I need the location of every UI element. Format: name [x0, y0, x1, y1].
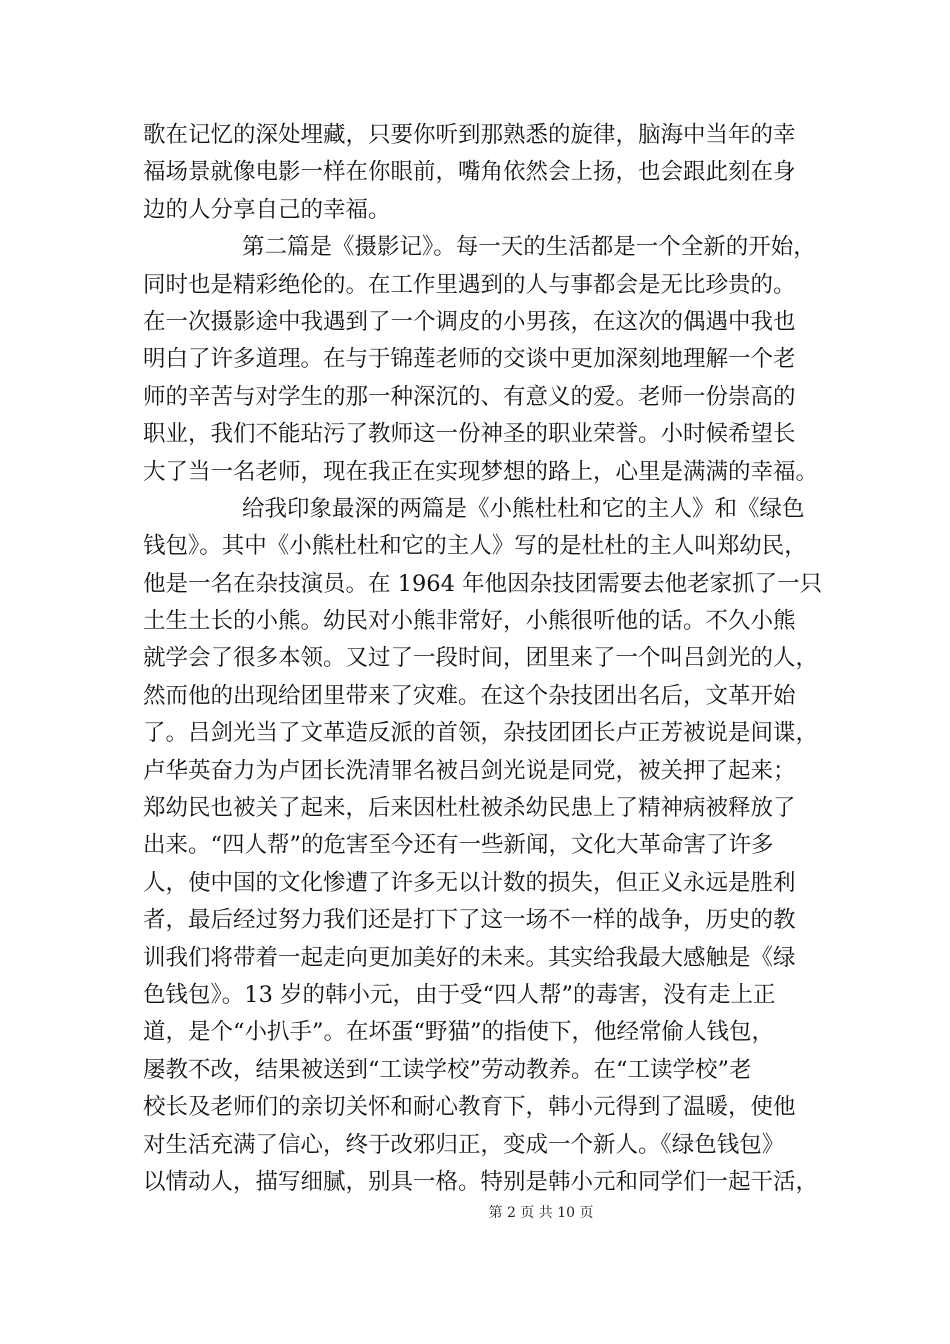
text-line: 对生活充满了信心，终于改邪归正，变成一个新人。《绿色钱包》 — [143, 1131, 785, 1158]
text-line: 以情动人，描写细腻，别具一格。特别是韩小元和同学们一起干活， — [143, 1168, 819, 1195]
text-line: 福场景就像电影一样在你眼前，嘴角依然会上扬，也会跟此刻在身 — [143, 159, 796, 186]
text-line: 校长及老师们的亲切关怀和耐心教育下，韩小元得到了温暖，使他 — [143, 1094, 796, 1121]
text-line: 了。吕剑光当了文革造反派的首领，杂技团团长卢正芳被说是间谍， — [143, 720, 819, 747]
text-line: 卢华英奋力为卢团长洗清罪名被吕剑光说是同党，被关押了起来； — [143, 757, 796, 784]
text-line: 师的辛苦与对学生的那一种深沉的、有意义的爱。老师一份崇高的 — [143, 383, 796, 410]
text-line: 屡教不改，结果被送到“工读学校”劳动教养。在“工读学校”老 — [143, 1056, 752, 1083]
text-line: 边的人分享自己的幸福。 — [143, 196, 391, 223]
text-line: 出来。“四人帮”的危害至今还有一些新闻，文化大革命害了许多 — [143, 832, 774, 859]
text-line: 道，是个“小扒手”。在坏蛋“野猫”的指使下，他经常偷人钱包， — [143, 1019, 775, 1046]
text-line: 者，最后经过努力我们还是打下了这一场不一样的战争，历史的教 — [143, 907, 796, 934]
text-line: 人，使中国的文化惨遭了许多无以计数的损失，但正义永远是胜利 — [143, 869, 796, 896]
text-line: 他是一名在杂技演员。在 1964 年他因杂技团需要去他老家抓了一只 — [143, 570, 823, 597]
text-line: 明白了许多道理。在与于锦莲老师的交谈中更加深刻地理解一个老 — [143, 346, 796, 373]
text-line: 职业，我们不能玷污了教师这一份神圣的职业荣誉。小时候希望长 — [143, 421, 796, 448]
text-line: 色钱包》。13 岁的韩小元，由于受“四人帮”的毒害，没有走上正 — [143, 981, 776, 1008]
body-text — [143, 117, 829, 1201]
page-number: 第 2 页 共 10 页 — [488, 1205, 594, 1221]
text-line: 给我印象最深的两篇是《小熊杜杜和它的主人》和《绿色 — [242, 495, 805, 522]
text-line: 在一次摄影途中我遇到了一个调皮的小男孩，在这次的偶遇中我也 — [143, 308, 796, 335]
text-line: 同时也是精彩绝伦的。在工作里遇到的人与事都会是无比珍贵的。 — [143, 271, 796, 298]
text-line: 歌在记忆的深处埋藏，只要你听到那熟悉的旋律，脑海中当年的幸 — [143, 122, 796, 148]
text-line: 就学会了很多本领。又过了一段时间，团里来了一个叫吕剑光的人， — [143, 645, 819, 672]
text-line: 大了当一名老师，现在我正在实现梦想的路上，心里是满满的幸福。 — [143, 458, 819, 485]
text-line: 然而他的出现给团里带来了灾难。在这个杂技团出名后，文革开始 — [143, 682, 796, 709]
text-line: 郑幼民也被关了起来，后来因杜杜被杀幼民患上了精神病被释放了 — [143, 795, 796, 822]
text-line: 第二篇是《摄影记》。每一天的生活都是一个全新的开始， — [242, 234, 816, 261]
text-line: 训我们将带着一起走向更加美好的未来。其实给我最大感触是《绿 — [143, 944, 796, 971]
text-line: 土生土长的小熊。幼民对小熊非常好，小熊很听他的话。不久小熊 — [143, 608, 796, 635]
text-line: 钱包》。其中《小熊杜杜和它的主人》写的是杜杜的主人叫郑幼民， — [143, 533, 807, 560]
